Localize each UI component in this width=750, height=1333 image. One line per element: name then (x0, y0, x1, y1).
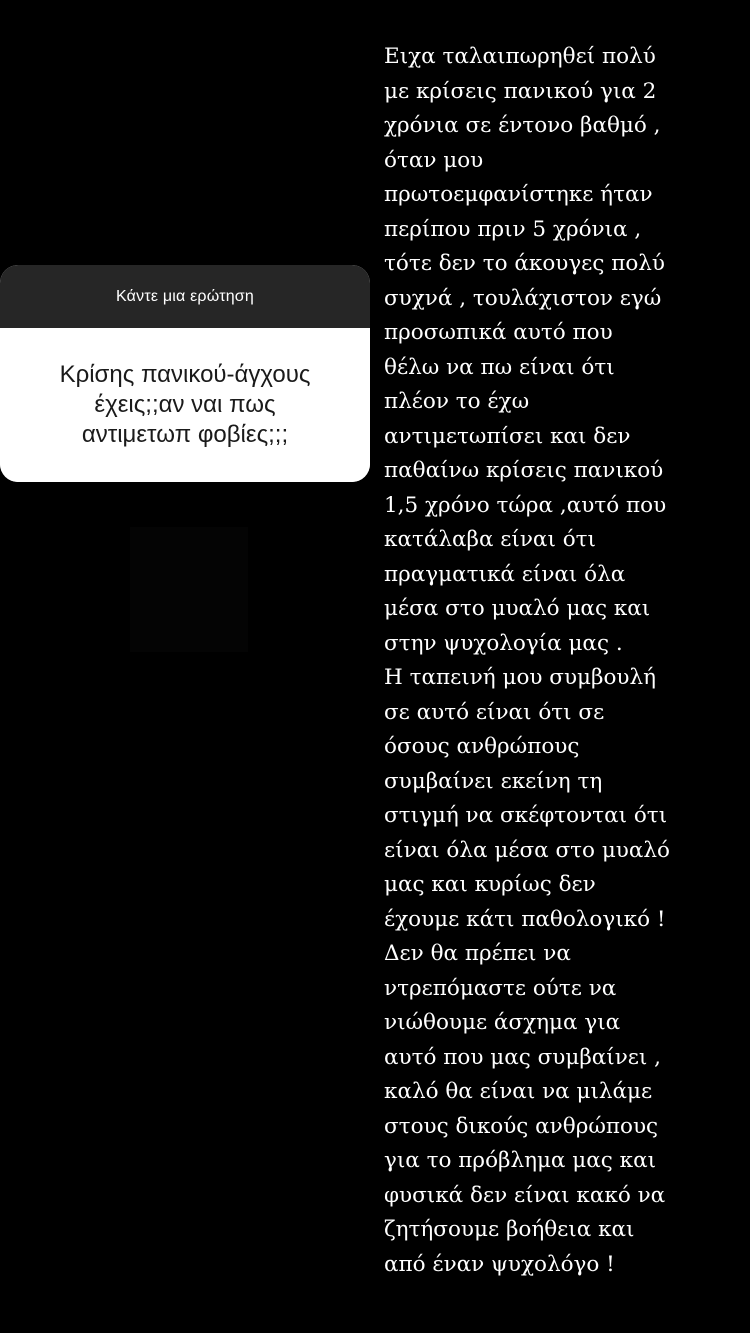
background-shadow-block (130, 527, 248, 652)
answer-line: χρόνια σε έντονο βαθμό , (384, 113, 661, 138)
answer-line: καλό θα είναι να μιλάμε (384, 1079, 653, 1104)
answer-line: όταν μου (384, 147, 484, 173)
answer-line: όσους ανθρώπους (384, 734, 580, 759)
question-sticker-title: Κάντε μια ερώτηση (116, 287, 254, 305)
question-line: Κρίσης πανικού-άγχους (59, 361, 311, 388)
answer-line: μας και κυρίως δεν (384, 872, 596, 897)
answer-line: στους δικούς ανθρώπους (384, 1113, 659, 1139)
answer-line: κατάλαβα είναι ότι (384, 527, 596, 552)
answer-line: αντιμετωπίσει και δεν (384, 423, 631, 449)
answer-line: με κρίσεις πανικού για 2 (384, 78, 657, 104)
answer-text (384, 40, 732, 1282)
answer-line: ζητήσουμε βοήθεια και (384, 1217, 635, 1242)
answer-line: 1,5 χρόνο τώρα ,αυτό που (384, 492, 667, 518)
answer-line: συχνά , τουλάχιστον εγώ (384, 285, 662, 311)
answer-line: νιώθουμε άσχημα για (384, 1010, 621, 1035)
question-sticker-header (0, 265, 370, 328)
answer-line: ντρεπόμαστε ούτε να (384, 975, 617, 1001)
answer-line: φυσικά δεν είναι κακό να (384, 1182, 666, 1208)
answer-line: περίπου πριν 5 χρόνια , (384, 216, 642, 242)
answer-line: στιγμή να σκέφτονται ότι (384, 803, 668, 828)
answer-line: μέσα στο μυαλό μας και (384, 596, 651, 621)
answer-line: προσωπικά αυτό που (384, 320, 613, 345)
answer-line: έχουμε κάτι παθολογικό ! (384, 906, 666, 932)
question-line: έχεις;;αν ναι πως (94, 391, 276, 418)
answer-line: πλέον το έχω (384, 389, 530, 414)
answer-line: Ειχα ταλαιπωρηθεί πολύ (384, 44, 656, 69)
question-text (60, 360, 311, 450)
answer-line: είναι όλα μέσα στο μυαλό (384, 837, 670, 863)
answer-line: στην ψυχολογία μας . (384, 630, 623, 656)
answer-line: σε αυτό είναι ότι σε (384, 699, 605, 725)
question-line: αντιμετωπ φοβίες;;; (81, 421, 289, 448)
answer-line: θέλω να πω είναι ότι (384, 354, 615, 380)
answer-line: Η ταπεινή μου συμβουλή (384, 665, 656, 690)
answer-line: πρωτοεμφανίστηκε ήταν (384, 182, 653, 207)
answer-line: για το πρόβλημα μας και (384, 1148, 657, 1173)
question-sticker[interactable] (0, 265, 370, 482)
answer-line: Δεν θα πρέπει να (384, 941, 571, 966)
answer-line: από έναν ψυχολόγο ! (384, 1251, 615, 1277)
answer-line: πραγματικά είναι όλα (384, 561, 626, 587)
answer-line: τότε δεν το άκουγες πολύ (384, 251, 665, 276)
answer-line: αυτό που μας συμβαίνει , (384, 1044, 662, 1070)
answer-line: συμβαίνει εκείνη τη (384, 768, 603, 794)
answer-line: παθαίνω κρίσεις πανικού (384, 458, 664, 483)
question-sticker-body (0, 328, 370, 482)
